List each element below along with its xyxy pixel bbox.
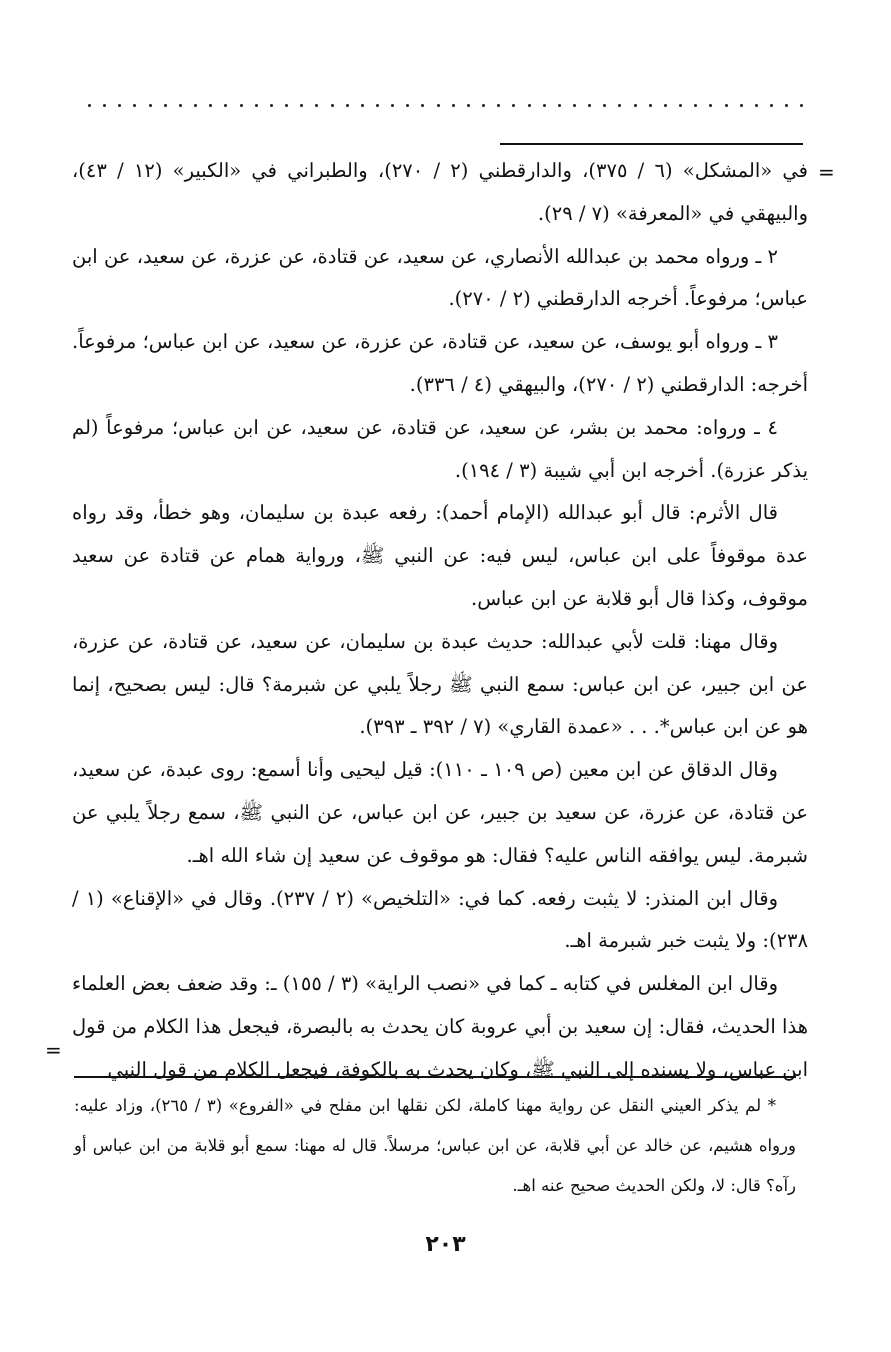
main-text bbox=[72, 150, 808, 1092]
paragraph-9: وقال ابن المغلس في كتابه ـ كما في «نصب الراية» (٣ / ١٥٥) ـ: وقد ضعف بعض العلماء هذا الحديث، فقال: إن سعيد بن أبي عروبة كان يحدث به بالبصرة، فيجعل هذا الكلام من قول ابن عباس، ولا يسنده إلى النبي ﷺ، وكان يحدث به بالكوفة، فيجعل الكلام من قول النبي bbox=[72, 972, 808, 1081]
footnote-text: * لم يذكر العيني النقل عن رواية مهنا كاملة، لكن نقلها ابن مفلح في «الفروع» (٣ / ٢٦٥)، وزاد عليه: ورواه هشيم، عن خالد عن أبي قلابة، عن ابن عباس؛ مرسلاً. قال له مهنا: سمع أبو قلابة من ابن عباس أو رآه؟ قال: لا، ولكن الحديث صحيح عنه اهـ. bbox=[74, 1096, 796, 1195]
paragraph-6: وقال مهنا: قلت لأبي عبدالله: حديث عبدة بن سليمان، عن سعيد، عن قتادة، عن عزرة، عن ابن جبير، عن ابن عباس: سمع النبي ﷺ رجلاً يلبي عن شبرمة؟ قال: ليس بصحيح، إنما هو عن ابن عباس*. . . «عمدة القاري» (٧ / ٣٩٢ ـ ٣٩٣). bbox=[72, 629, 808, 739]
paragraph-1: في «المشكل» (٦ / ٣٧٥)، والدارقطني (٢ / ٢٧٠)، والطبراني في «الكبير» (١٢ / ٤٣)، والبيهقي في «المعرفة» (٧ / ٢٩). bbox=[72, 159, 808, 225]
paragraph-7: وقال الدقاق عن ابن معين (ص ١٠٩ ـ ١١٠): قيل ليحيى وأنا أسمع: روى عبدة، عن سعيد، عن قتادة، عن عزرة، عن سعيد بن جبير، عن ابن عباس، عن النبي ﷺ، سمع رجلاً يلبي عن شبرمة. ليس يوافقه الناس عليه؟ فقال: هو موقوف عن سعيد إن شاء الله اهـ. bbox=[72, 758, 808, 867]
footnote bbox=[74, 1086, 796, 1206]
paragraph-5: قال الأثرم: قال أبو عبدالله (الإمام أحمد): رفعه عبدة بن سليمان، وهو خطأ، وقد رواه عدة موقوفاً على ابن عباس، ليس فيه: عن النبي ﷺ، ورواية همام عن قتادة عن سعيد موقوف، وكذا قال أبو قلابة عن ابن عباس. bbox=[72, 501, 808, 610]
continuation-mark-bottom: = bbox=[45, 1038, 62, 1062]
paragraph-2: ٢ ـ ورواه محمد بن عبدالله الأنصاري، عن سعيد، عن قتادة، عن عزرة، عن سعيد، عن ابن عباس؛ مرفوعاً. أخرجه الدارقطني (٢ / ٢٧٠). bbox=[72, 244, 808, 311]
continuation-mark-top: = bbox=[818, 160, 835, 184]
paragraph-8: وقال ابن المنذر: لا يثبت رفعه. كما في: «التلخيص» (٢ / ٢٣٧). وقال في «الإقناع» (١ / ٢٣٨): ولا يثبت خبر شبرمة اهـ. bbox=[72, 886, 808, 953]
dotted-separator bbox=[88, 104, 804, 107]
footnote-rule bbox=[74, 1076, 796, 1078]
paragraph-4: ٤ ـ ورواه: محمد بن بشر، عن سعيد، عن قتادة، عن سعيد، عن ابن عباس؛ مرفوعاً (لم يذكر عزرة). أخرجه ابن أبي شيبة (٣ / ١٩٤). bbox=[72, 415, 808, 482]
header-rule bbox=[500, 143, 803, 145]
page-number: ٢٠٣ bbox=[425, 1232, 466, 1257]
paragraph-3: ٣ ـ ورواه أبو يوسف، عن سعيد، عن قتادة، عن عزرة، عن سعيد، عن ابن عباس؛ مرفوعاً. أخرجه: الدارقطني (٢ / ٢٧٠)، والبيهقي (٤ / ٣٣٦). bbox=[72, 330, 808, 396]
